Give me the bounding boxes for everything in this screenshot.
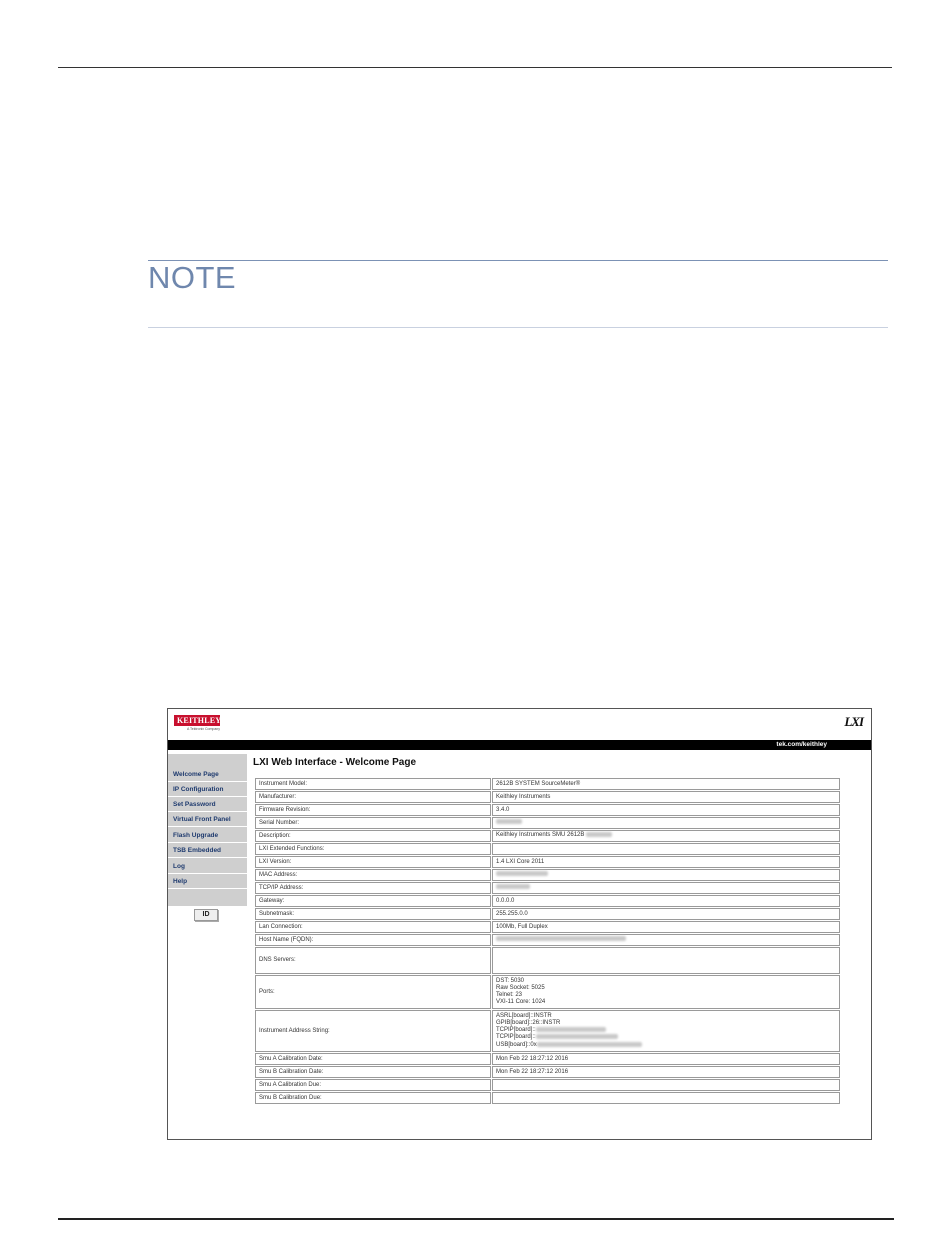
table-row — [255, 934, 840, 946]
port-line: Raw Socket: 5025 — [496, 985, 545, 991]
row-value: 2612B SYSTEM SourceMeter® — [492, 778, 840, 790]
row-label: Subnetmask: — [255, 908, 491, 920]
address-prefix: USB[board]::0x — [496, 1041, 537, 1048]
table-row — [255, 791, 840, 803]
id-button[interactable]: ID — [194, 909, 218, 921]
row-value — [492, 947, 840, 974]
table-row — [255, 778, 840, 790]
nav-virtual-front-panel[interactable]: Virtual Front Panel — [168, 813, 247, 827]
row-label: Host Name (FQDN): — [255, 934, 491, 946]
table-row — [255, 830, 840, 842]
tek-keithley-link[interactable]: tek.com/keithley — [776, 741, 827, 748]
top-bar — [168, 740, 871, 750]
table-row — [255, 1010, 840, 1052]
nav-flash-upgrade[interactable]: Flash Upgrade — [168, 829, 247, 843]
web-interface-screenshot — [167, 708, 872, 1140]
table-row — [255, 947, 840, 974]
row-value — [492, 1079, 840, 1091]
address-line: GPIB[board]::26::INSTR — [496, 1020, 561, 1027]
port-line: DST: 5030 — [496, 978, 525, 984]
note-top-rule — [148, 260, 888, 261]
address-line — [496, 1034, 836, 1041]
row-value: Mon Feb 22 18:27:12 2016 — [492, 1066, 840, 1078]
logo-wordmark: KEITHLEY — [174, 715, 220, 726]
row-label: Instrument Address String: — [255, 1010, 491, 1052]
note-heading: NOTE — [148, 260, 237, 295]
table-row — [255, 1053, 840, 1065]
address-prefix: TCPIP[board]:: — [496, 1027, 536, 1034]
port-line: Telnet: 23 — [496, 992, 523, 998]
note-bottom-rule — [148, 327, 888, 328]
row-label: Instrument Model: — [255, 778, 491, 790]
address-line — [496, 1027, 836, 1034]
table-row — [255, 1066, 840, 1078]
row-value — [492, 843, 840, 855]
sidebar-nav — [168, 754, 247, 906]
row-label: Lan Connection: — [255, 921, 491, 933]
row-value — [492, 1092, 840, 1104]
row-label: Ports: — [255, 975, 491, 1009]
row-label: LXI Version: — [255, 856, 491, 868]
row-label: DNS Servers: — [255, 947, 491, 974]
row-label: Smu B Calibration Date: — [255, 1066, 491, 1078]
row-label: Manufacturer: — [255, 791, 491, 803]
table-row — [255, 804, 840, 816]
web-header — [168, 709, 871, 740]
nav-set-password[interactable]: Set Password — [168, 798, 247, 812]
table-row — [255, 882, 840, 894]
lxi-logo-icon: LXI — [844, 714, 863, 729]
row-label: Smu A Calibration Date: — [255, 1053, 491, 1065]
row-label: Smu A Calibration Due: — [255, 1079, 491, 1091]
table-row — [255, 856, 840, 868]
address-prefix: TCPIP[board]:: — [496, 1034, 536, 1041]
table-row — [255, 869, 840, 881]
nav-ip-configuration[interactable]: IP Configuration — [168, 783, 247, 797]
instrument-info-table — [254, 777, 841, 1105]
row-label: TCP/IP Address: — [255, 882, 491, 894]
address-values — [492, 1010, 840, 1052]
row-value-redacted — [492, 817, 840, 829]
nav-help[interactable]: Help — [168, 875, 247, 889]
table-row — [255, 817, 840, 829]
row-value: 255.255.0.0 — [492, 908, 840, 920]
nav-welcome-page[interactable]: Welcome Page — [168, 768, 247, 782]
table-row — [255, 1092, 840, 1104]
table-row — [255, 908, 840, 920]
table-row — [255, 843, 840, 855]
row-value: 1.4 LXI Core 2011 — [492, 856, 840, 868]
page-title: LXI Web Interface - Welcome Page — [253, 757, 417, 768]
port-line: VXI-11 Core: 1024 — [496, 999, 546, 1005]
footer-rule — [58, 1218, 894, 1220]
logo-tagline: A Tektronix Company — [186, 727, 220, 731]
row-value-redacted — [492, 882, 840, 894]
row-value: 0.0.0.0 — [492, 895, 840, 907]
description-text: Keithley Instruments SMU 2612B — [496, 832, 585, 839]
row-label: Firmware Revision: — [255, 804, 491, 816]
address-line — [496, 1042, 836, 1049]
row-label: MAC Address: — [255, 869, 491, 881]
table-row — [255, 975, 840, 1009]
nav-log[interactable]: Log — [168, 860, 247, 874]
row-label: Gateway: — [255, 895, 491, 907]
row-label: Description: — [255, 830, 491, 842]
keithley-logo[interactable] — [174, 715, 220, 731]
table-row — [255, 895, 840, 907]
table-row — [255, 1079, 840, 1091]
row-label: LXI Extended Functions: — [255, 843, 491, 855]
row-label: Smu B Calibration Due: — [255, 1092, 491, 1104]
row-value — [492, 830, 840, 842]
address-line: ASRL[board]::INSTR — [496, 1013, 552, 1020]
row-value-redacted — [492, 934, 840, 946]
ports-values — [492, 975, 840, 1009]
row-value: Mon Feb 22 18:27:12 2016 — [492, 1053, 840, 1065]
table-row — [255, 921, 840, 933]
row-value: 100Mb, Full Duplex — [492, 921, 840, 933]
row-value-redacted — [492, 869, 840, 881]
row-value: 3.4.0 — [492, 804, 840, 816]
row-label: Serial Number: — [255, 817, 491, 829]
header-rule — [58, 67, 892, 68]
nav-tsb-embedded[interactable]: TSB Embedded — [168, 844, 247, 858]
row-value: Keithley Instruments — [492, 791, 840, 803]
